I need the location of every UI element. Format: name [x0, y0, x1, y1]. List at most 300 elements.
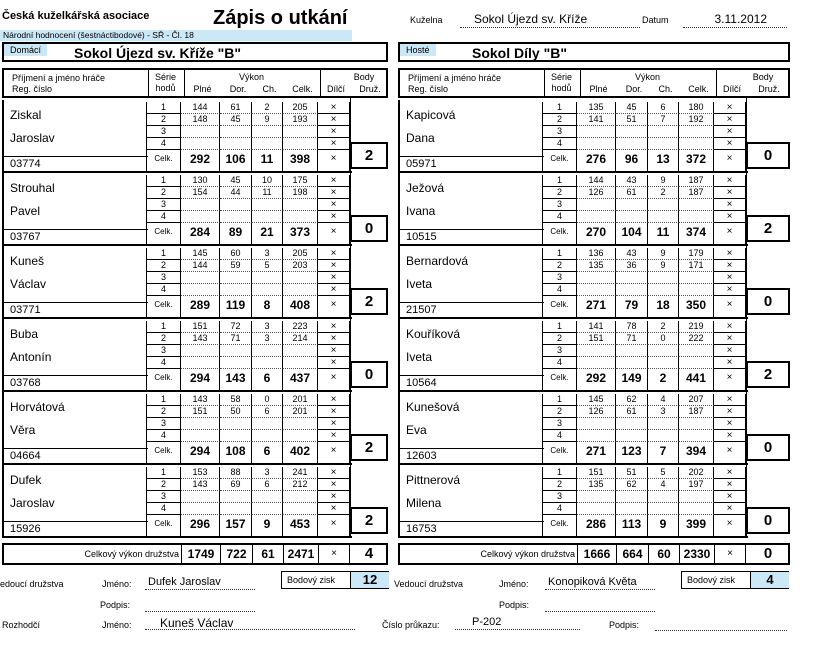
guest-series-value: 0 [648, 333, 679, 345]
home-total-label: Celk. [146, 442, 181, 463]
guest-total-value: 372 [679, 150, 714, 171]
guest-hdr-plne: Plné [589, 84, 608, 94]
home-series-value: 44 [220, 187, 252, 199]
home-series-num: 4 [146, 503, 181, 515]
guest-series-value: 71 [616, 333, 648, 345]
guest-total-value: 441 [679, 369, 714, 390]
guest-total-label: Celk. [542, 223, 577, 244]
home-series-value [220, 284, 252, 296]
guest-series-value: 144 [577, 175, 616, 187]
home-series-value [252, 345, 283, 357]
home-player-points: 0 [350, 215, 388, 242]
guest-series-value: 145 [577, 394, 616, 406]
guest-series-num: 2 [542, 187, 577, 199]
home-series-value [283, 284, 318, 296]
home-hdr-druz: Druž. [359, 84, 381, 94]
home-total-value: 106 [220, 150, 252, 171]
home-x-mark: × [318, 150, 350, 171]
home-series-value [283, 357, 318, 369]
guest-team-total-value: 60 [648, 543, 679, 565]
home-x-mark: × [318, 406, 350, 418]
home-series-num: 3 [146, 272, 181, 284]
guest-total-value: 13 [648, 150, 679, 171]
home-team-name: Sokol Újezd sv. Kříže "B" [74, 45, 242, 61]
home-series-value: 205 [283, 102, 318, 114]
home-x-mark: × [318, 394, 350, 406]
home-total-value: 289 [181, 296, 220, 317]
guest-series-num: 2 [542, 406, 577, 418]
guest-series-num: 3 [542, 418, 577, 430]
home-x-mark: × [318, 211, 350, 223]
home-total-value: 398 [283, 150, 318, 171]
home-x-mark: × [318, 503, 350, 515]
home-series-value [283, 491, 318, 503]
guest-series-value [616, 357, 648, 369]
guest-series-value [679, 491, 714, 503]
home-series-value: 69 [220, 479, 252, 491]
home-series-value [220, 272, 252, 284]
guest-series-value: 43 [616, 248, 648, 260]
home-series-value: 154 [181, 187, 220, 199]
guest-x-mark: × [714, 150, 746, 171]
guest-series-num: 2 [542, 260, 577, 272]
guest-series-value: 2 [648, 321, 679, 333]
home-hdr-reg: Reg. číslo [12, 84, 53, 94]
guest-player-surname: Bernardová [406, 254, 469, 268]
guest-series-value [616, 284, 648, 296]
guest-series-num: 1 [542, 102, 577, 114]
guest-series-num: 1 [542, 248, 577, 260]
home-player-points: 2 [350, 434, 388, 461]
home-series-value [283, 345, 318, 357]
home-series-value [252, 430, 283, 442]
guest-total-value: 149 [616, 369, 648, 390]
guest-series-value [648, 211, 679, 223]
home-series-value [220, 418, 252, 430]
guest-series-value: 151 [577, 333, 616, 345]
home-x-mark: × [318, 296, 350, 317]
home-total-value: 119 [220, 296, 252, 317]
guest-x-mark: × [714, 479, 746, 491]
home-series-value: 2 [252, 102, 283, 114]
home-series-value [220, 199, 252, 211]
home-series-num: 1 [146, 467, 181, 479]
guest-total-value: 271 [577, 442, 616, 463]
guest-series-value [577, 345, 616, 357]
guest-total-value: 276 [577, 150, 616, 171]
guest-series-value: 207 [679, 394, 714, 406]
guest-x-mark: × [714, 248, 746, 260]
guest-series-value: 7 [648, 114, 679, 126]
home-series-value: 212 [283, 479, 318, 491]
home-series-value: 45 [220, 114, 252, 126]
home-player-points: 2 [350, 288, 388, 315]
guest-total-value: 350 [679, 296, 714, 317]
home-player-surname: Horvátová [10, 400, 65, 414]
guest-series-value: 61 [616, 406, 648, 418]
home-total-value: 11 [252, 150, 283, 171]
home-total-value: 108 [220, 442, 252, 463]
home-player-firstname: Věra [10, 423, 36, 437]
guest-x-mark: × [714, 357, 746, 369]
home-series-num: 2 [146, 114, 181, 126]
home-series-value [252, 418, 283, 430]
guest-series-value: 36 [616, 260, 648, 272]
guest-name-sep [398, 521, 544, 522]
home-name-sep [2, 302, 148, 303]
guest-player-firstname: Iveta [406, 350, 433, 364]
home-x-mark: × [318, 114, 350, 126]
guest-series-num: 2 [542, 479, 577, 491]
guest-player-surname: Kunešová [406, 400, 460, 414]
guest-sign-label: Podpis: [499, 600, 530, 610]
guest-series-value [616, 491, 648, 503]
home-total-value: 9 [252, 515, 283, 536]
home-tag: Domácí [4, 44, 47, 56]
guest-series-value [648, 418, 679, 430]
guest-series-value: 197 [679, 479, 714, 491]
guest-series-num: 4 [542, 357, 577, 369]
home-series-num: 3 [146, 345, 181, 357]
home-team-total-value: 722 [220, 543, 252, 565]
guest-x-mark: × [714, 223, 746, 244]
guest-total-value: 271 [577, 296, 616, 317]
home-series-value: 72 [220, 321, 252, 333]
guest-series-num: 3 [542, 126, 577, 138]
guest-x-mark: × [714, 187, 746, 199]
guest-series-value: 51 [616, 114, 648, 126]
guest-hdr-druz: Druž. [758, 84, 780, 94]
home-x-mark: × [318, 126, 350, 138]
guest-series-value [648, 503, 679, 515]
home-series-value [220, 345, 252, 357]
guest-x-mark: × [714, 333, 746, 345]
guest-hdr-celk: Celk. [688, 84, 709, 94]
guest-series-value [648, 284, 679, 296]
guest-player-points: 0 [746, 507, 790, 534]
home-team-total-value: 1749 [181, 543, 220, 565]
home-series-num: 2 [146, 406, 181, 418]
home-hdr-ch: Ch. [262, 84, 277, 94]
home-series-num: 2 [146, 333, 181, 345]
guest-player-points: 0 [746, 142, 790, 169]
home-team-total-value: 61 [252, 543, 283, 565]
home-series-value [252, 491, 283, 503]
guest-name-label: Jméno: [499, 579, 529, 589]
home-x-mark: × [318, 138, 350, 150]
home-series-value: 201 [283, 406, 318, 418]
guest-total-label: Celk. [542, 515, 577, 536]
home-series-value: 6 [252, 406, 283, 418]
guest-player-firstname: Milena [406, 496, 442, 510]
home-total-label: Celk. [146, 369, 181, 390]
home-name-sep [2, 156, 148, 157]
guest-leader-name: Konopiková Květa [545, 576, 655, 590]
guest-total-value: 7 [648, 442, 679, 463]
guest-series-value: 179 [679, 248, 714, 260]
home-series-value: 145 [181, 248, 220, 260]
guest-x-mark: × [714, 345, 746, 357]
home-series-value [283, 138, 318, 150]
home-series-num: 4 [146, 138, 181, 150]
guest-x-mark: × [714, 199, 746, 211]
guest-player-reg: 10564 [406, 377, 437, 389]
home-series-num: 4 [146, 284, 181, 296]
home-sign-label: Podpis: [100, 600, 131, 610]
home-series-value: 143 [181, 479, 220, 491]
date-value: 3.11.2012 [683, 12, 787, 28]
guest-series-value [648, 357, 679, 369]
guest-series-value [577, 199, 616, 211]
guest-name-sep [398, 156, 544, 157]
guest-series-num: 3 [542, 491, 577, 503]
guest-series-value [616, 138, 648, 150]
guest-x-mark: × [714, 503, 746, 515]
home-x-mark: × [318, 479, 350, 491]
guest-panel [398, 68, 790, 562]
home-series-value [283, 272, 318, 284]
guest-player-points: 0 [746, 288, 790, 315]
home-player-points: 0 [350, 361, 388, 388]
home-hdr-series1: Série [154, 72, 176, 82]
guest-series-value: 5 [648, 467, 679, 479]
home-total-value: 373 [283, 223, 318, 244]
guest-hdr-player: Příjmení a jméno hráče [408, 73, 502, 83]
home-series-value [220, 126, 252, 138]
home-player-reg: 04664 [10, 450, 41, 462]
home-series-value [252, 211, 283, 223]
home-player-points: 2 [350, 142, 388, 169]
home-series-value [181, 211, 220, 223]
home-score-box [281, 571, 389, 589]
guest-x-mark: × [714, 211, 746, 223]
home-name-sep [2, 521, 148, 522]
guest-hdr-perf: Výkon [634, 72, 660, 82]
guest-x-mark: × [714, 321, 746, 333]
guest-series-value: 2 [648, 187, 679, 199]
guest-x-mark: × [714, 394, 746, 406]
guest-player-reg: 21507 [406, 304, 437, 316]
home-total-value: 284 [181, 223, 220, 244]
home-x-mark: × [318, 284, 350, 296]
guest-series-value: 4 [648, 394, 679, 406]
home-player-firstname: Pavel [10, 204, 41, 218]
home-series-value: 203 [283, 260, 318, 272]
home-series-value [181, 272, 220, 284]
guest-series-value: 45 [616, 102, 648, 114]
guest-pts-divider [746, 98, 747, 536]
guest-series-value [616, 430, 648, 442]
home-series-value: 50 [220, 406, 252, 418]
home-series-value: 3 [252, 248, 283, 260]
home-series-num: 4 [146, 357, 181, 369]
guest-series-value: 171 [679, 260, 714, 272]
home-series-value [220, 430, 252, 442]
home-series-value [252, 126, 283, 138]
home-x-mark: × [318, 430, 350, 442]
guest-x-mark: × [714, 418, 746, 430]
guest-player-firstname: Dana [406, 131, 435, 145]
guest-total-value: 270 [577, 223, 616, 244]
home-total-label: Celk. [146, 296, 181, 317]
guest-x-mark: × [714, 430, 746, 442]
guest-series-value: 9 [648, 260, 679, 272]
home-leader-name: Dufek Jaroslav [145, 576, 255, 590]
home-series-value [181, 126, 220, 138]
home-x-mark: × [318, 491, 350, 503]
guest-series-value [577, 126, 616, 138]
home-series-value: 58 [220, 394, 252, 406]
home-hdr-dor: Dor. [229, 84, 247, 94]
home-series-num: 3 [146, 199, 181, 211]
guest-total-value: 9 [648, 515, 679, 536]
guest-player-surname: Kouříková [406, 327, 461, 341]
guest-series-num: 3 [542, 345, 577, 357]
guest-series-value [679, 211, 714, 223]
guest-player-reg: 05971 [406, 158, 437, 170]
guest-player-points: 2 [746, 361, 790, 388]
guest-series-value [648, 199, 679, 211]
guest-series-value [648, 491, 679, 503]
home-name-label: Jméno: [102, 579, 132, 589]
guest-series-value: 187 [679, 175, 714, 187]
card-label: Číslo průkazu: [382, 620, 440, 630]
guest-series-value: 151 [577, 467, 616, 479]
guest-series-value: 51 [616, 467, 648, 479]
home-hdr-dilci: Dílčí [327, 84, 345, 94]
home-player-surname: Strouhal [10, 181, 55, 195]
guest-total-value: 286 [577, 515, 616, 536]
home-team-total-label: Celkový výkon družstva [84, 549, 179, 559]
home-team-total-value: 2471 [283, 543, 318, 565]
home-series-num: 3 [146, 126, 181, 138]
home-name-sep [2, 448, 148, 449]
guest-series-num: 1 [542, 394, 577, 406]
home-series-num: 1 [146, 248, 181, 260]
home-series-value [181, 199, 220, 211]
home-score-label: Bodový zisk [287, 575, 336, 585]
home-series-value [181, 138, 220, 150]
guest-series-value: 78 [616, 321, 648, 333]
home-series-value: 198 [283, 187, 318, 199]
guest-team-total-value: 1666 [577, 543, 616, 565]
home-series-value [252, 272, 283, 284]
home-series-num: 3 [146, 491, 181, 503]
home-series-num: 1 [146, 102, 181, 114]
guest-series-value: 136 [577, 248, 616, 260]
guest-team-total-value: 664 [616, 543, 648, 565]
home-series-value [283, 430, 318, 442]
page-title: Zápis o utkání [213, 7, 348, 29]
home-x-mark: × [318, 369, 350, 390]
home-series-num: 1 [146, 175, 181, 187]
home-player-points: 2 [350, 507, 388, 534]
guest-name-sep [398, 302, 544, 303]
guest-series-value: 222 [679, 333, 714, 345]
home-series-value: 9 [252, 114, 283, 126]
home-series-value: 241 [283, 467, 318, 479]
guest-team-total-label: Celkový výkon družstva [480, 549, 575, 559]
guest-hdr-reg: Reg. číslo [408, 84, 449, 94]
guest-series-value: 9 [648, 175, 679, 187]
guest-leader-label: Vedoucí družstva [394, 579, 464, 589]
home-series-value [283, 199, 318, 211]
guest-name-sep [398, 375, 544, 376]
home-series-value [220, 211, 252, 223]
home-series-value: 0 [252, 394, 283, 406]
guest-series-value [577, 211, 616, 223]
referee-name-label: Jméno: [102, 620, 132, 630]
home-series-value: 60 [220, 248, 252, 260]
home-series-num: 4 [146, 430, 181, 442]
home-team-header [2, 42, 388, 62]
home-series-value [220, 491, 252, 503]
home-series-value: 223 [283, 321, 318, 333]
home-total-value: 8 [252, 296, 283, 317]
guest-total-label: Celk. [542, 369, 577, 390]
guest-x-mark: × [714, 260, 746, 272]
rating-note: Národní hodnocení (šestnáctibodové) - SŘ - Čl. 18 [0, 30, 352, 41]
home-leader-label: edoucí družstva [0, 579, 64, 589]
guest-series-value [679, 199, 714, 211]
guest-series-value [577, 491, 616, 503]
home-player-firstname: Václav [10, 277, 47, 291]
guest-team-name: Sokol Díly "B" [472, 45, 567, 61]
guest-player-firstname: Eva [406, 423, 427, 437]
guest-series-value [679, 503, 714, 515]
home-total-label: Celk. [146, 515, 181, 536]
home-x-mark: × [318, 515, 350, 536]
guest-series-value [577, 430, 616, 442]
home-total-value: 453 [283, 515, 318, 536]
home-x-mark: × [318, 345, 350, 357]
guest-series-value: 141 [577, 321, 616, 333]
guest-series-value [616, 126, 648, 138]
guest-series-value: 126 [577, 406, 616, 418]
home-hdr-celk: Celk. [292, 84, 313, 94]
association-name: Česká kuželkářská asociace [2, 10, 150, 22]
guest-series-value: 43 [616, 175, 648, 187]
guest-team-header [398, 42, 790, 62]
guest-hdr-series2: hodů [551, 83, 572, 93]
home-player-firstname: Antonín [10, 350, 52, 364]
home-player-reg: 03768 [10, 377, 41, 389]
home-series-value [220, 357, 252, 369]
guest-x-mark: × [714, 102, 746, 114]
home-hdr-plne: Plné [193, 84, 212, 94]
home-x-mark: × [318, 272, 350, 284]
home-series-num: 4 [146, 211, 181, 223]
home-name-sep [2, 375, 148, 376]
home-series-value: 3 [252, 333, 283, 345]
guest-series-num: 4 [542, 284, 577, 296]
home-total-label: Celk. [146, 150, 181, 171]
guest-total-value: 104 [616, 223, 648, 244]
home-series-value [252, 284, 283, 296]
home-series-value [220, 503, 252, 515]
guest-series-value: 9 [648, 248, 679, 260]
home-player-surname: Kuneš [10, 254, 45, 268]
guest-series-num: 4 [542, 211, 577, 223]
guest-total-value: 79 [616, 296, 648, 317]
guest-series-value [577, 272, 616, 284]
guest-x-mark: × [714, 442, 746, 463]
home-x-mark: × [318, 248, 350, 260]
guest-series-value [648, 126, 679, 138]
home-series-value: 59 [220, 260, 252, 272]
guest-series-value: 62 [616, 394, 648, 406]
home-player-reg: 03767 [10, 231, 41, 243]
